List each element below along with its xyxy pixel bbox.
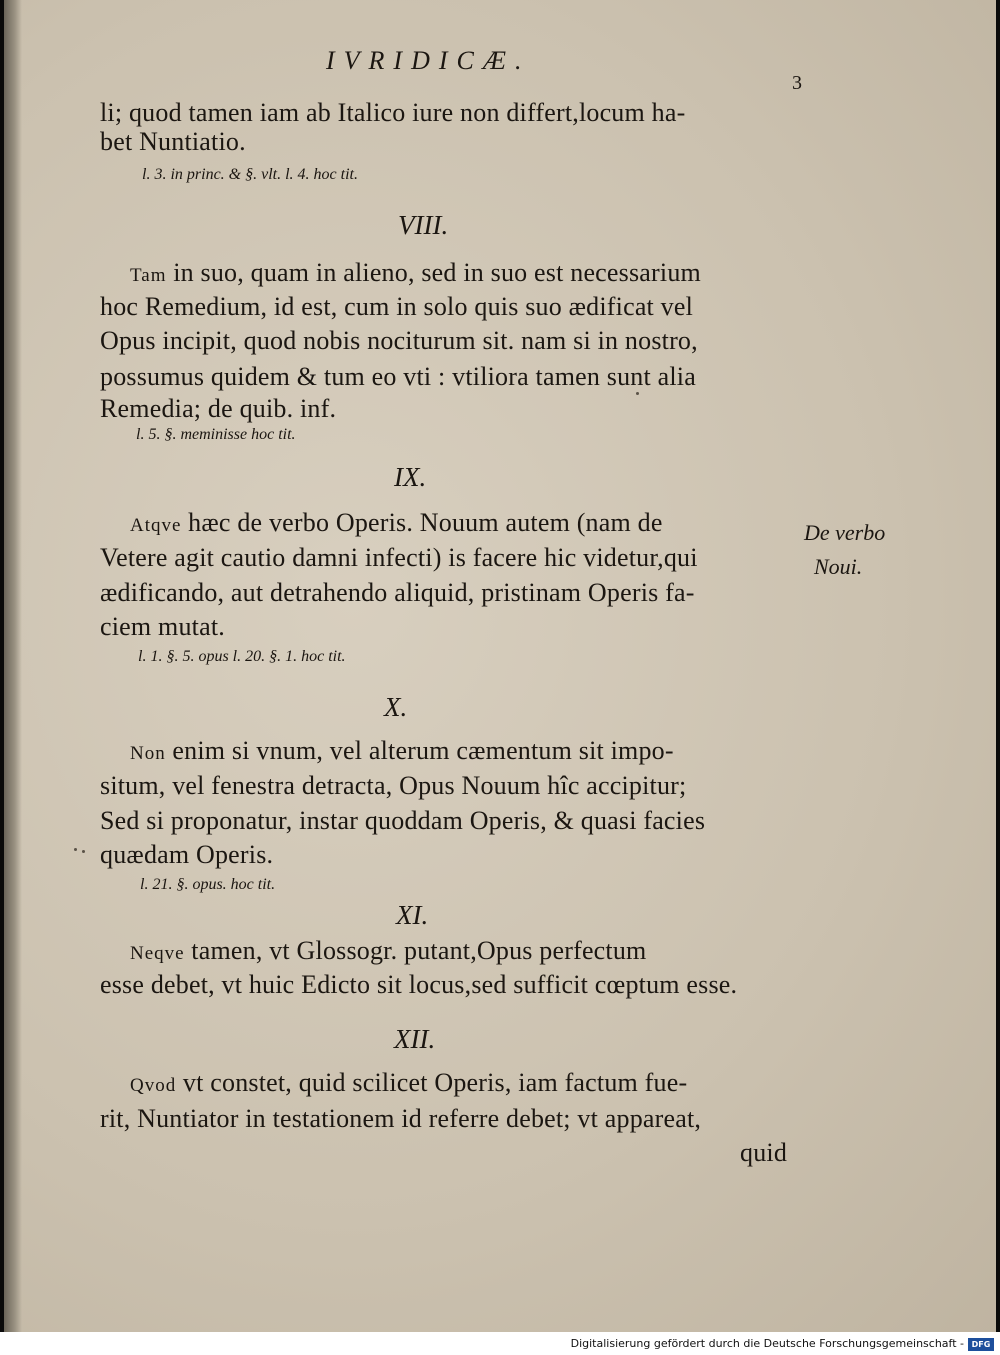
text-line: bet Nuntiatio. bbox=[100, 127, 246, 156]
text-line bbox=[130, 508, 663, 538]
small-caps-opening: Non bbox=[130, 743, 166, 764]
text-span: vt constet, quid scilicet Operis, iam factum fue- bbox=[176, 1068, 688, 1097]
small-caps-opening: Neqve bbox=[130, 943, 185, 964]
text-span: hæc de verbo Operis. Nouum autem (nam de bbox=[181, 508, 663, 537]
ink-speck bbox=[636, 392, 639, 395]
text-line: Opus incipit, quod nobis nociturum sit. nam si in nostro, bbox=[100, 326, 698, 355]
page-gutter bbox=[4, 0, 22, 1332]
text-line: situm, vel fenestra detracta, Opus Nouum hîc accipitur; bbox=[100, 771, 687, 800]
section-heading: IX. bbox=[394, 462, 427, 492]
dfg-logo: DFG bbox=[968, 1338, 994, 1351]
text-line: possumus quidem & tum eo vti : vtiliora tamen sunt alia bbox=[100, 362, 696, 391]
text-span: enim si vnum, vel alterum cæmentum sit impo- bbox=[165, 736, 674, 765]
text-line: rit, Nuntiator in testationem id referre debet; vt appareat, bbox=[100, 1104, 702, 1133]
text-line: ciem mutat. bbox=[100, 612, 225, 641]
section-heading: X. bbox=[384, 692, 408, 722]
page-paper bbox=[4, 0, 996, 1332]
text-line: li; quod tamen iam ab Italico iure non differt,locum ha- bbox=[100, 98, 686, 127]
digitization-footer bbox=[0, 1336, 1000, 1355]
section-heading: XII. bbox=[394, 1024, 436, 1054]
margin-note: De verbo bbox=[804, 520, 886, 545]
catchword: quid bbox=[740, 1138, 788, 1167]
small-caps-opening: Qvod bbox=[130, 1075, 177, 1096]
margin-note: Noui. bbox=[814, 554, 863, 579]
small-caps-opening: Tam bbox=[130, 265, 167, 286]
section-heading: XI. bbox=[396, 900, 429, 930]
text-span: in suo, quam in alieno, sed in suo est necessarium bbox=[166, 258, 701, 287]
text-line bbox=[130, 258, 701, 288]
legal-reference: l. 3. in princ. & §. vlt. l. 4. hoc tit. bbox=[142, 166, 358, 183]
text-line: Remedia; de quib. inf. bbox=[100, 394, 337, 423]
section-heading: VIII. bbox=[398, 210, 449, 240]
running-head: IVRIDICÆ. bbox=[326, 46, 531, 75]
text-line bbox=[130, 736, 674, 766]
ink-speck bbox=[74, 848, 77, 851]
text-line: esse debet, vt huic Edicto sit locus,sed sufficit cœptum esse. bbox=[100, 970, 738, 999]
legal-reference: l. 5. §. meminisse hoc tit. bbox=[136, 426, 296, 443]
text-line bbox=[130, 1068, 687, 1098]
text-line: quædam Operis. bbox=[100, 840, 274, 869]
legal-reference: l. 21. §. opus. hoc tit. bbox=[140, 876, 276, 893]
legal-reference: l. 1. §. 5. opus l. 20. §. 1. hoc tit. bbox=[138, 648, 346, 665]
text-line: Vetere agit cautio damni infecti) is facere hic videtur,qui bbox=[100, 543, 698, 572]
funding-notice: Digitalisierung gefördert durch die Deutsche Forschungsgemeinschaft - bbox=[570, 1337, 964, 1350]
text-line: Sed si proponatur, instar quoddam Operis, & quasi facies bbox=[100, 806, 706, 835]
page-number: 3 bbox=[792, 72, 802, 94]
text-line: ædificando, aut detrahendo aliquid, pristinam Operis fa- bbox=[100, 578, 695, 607]
text-line bbox=[130, 936, 646, 966]
text-span: tamen, vt Glossogr. putant,Opus perfectum bbox=[184, 936, 647, 965]
small-caps-opening: Atqve bbox=[130, 515, 182, 536]
ink-speck bbox=[82, 850, 85, 853]
text-line: hoc Remedium, id est, cum in solo quis suo ædificat vel bbox=[100, 292, 694, 321]
